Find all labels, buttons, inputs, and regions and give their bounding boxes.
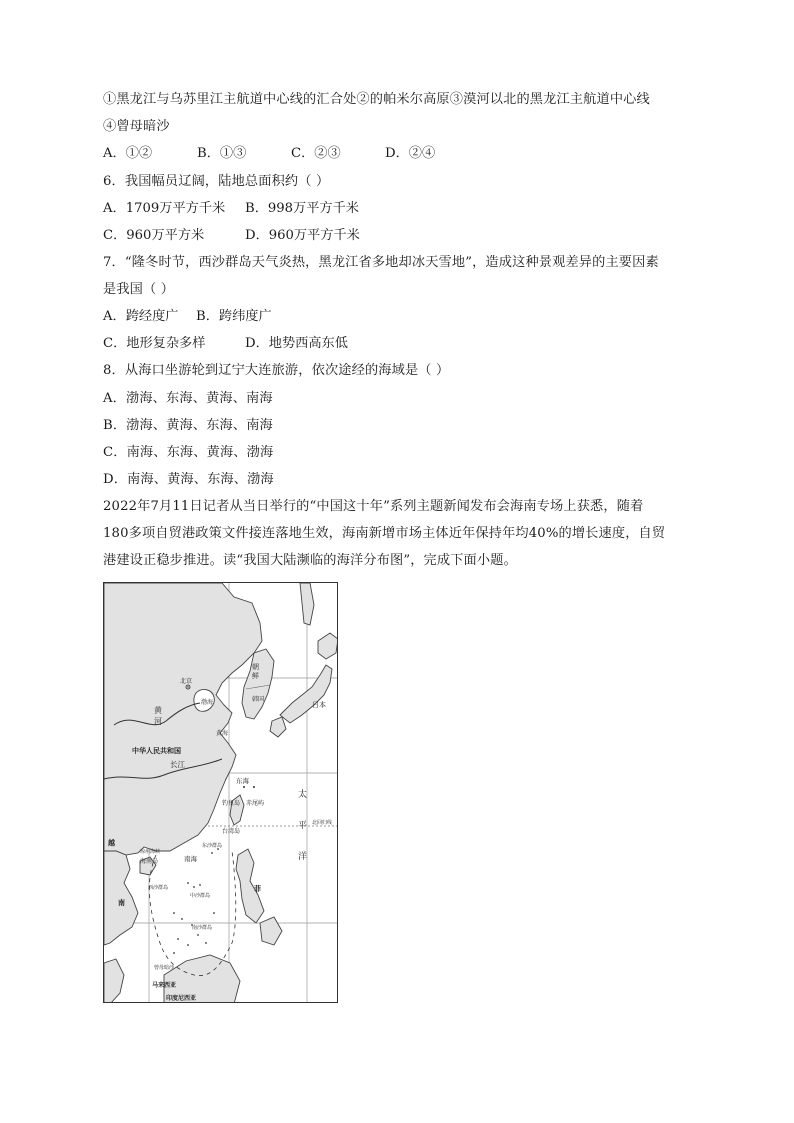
- label-zhongsha: 中沙群岛: [190, 893, 211, 899]
- q6-stem: 6．我国幅员辽阔，陆地总面积约（ ）: [103, 174, 330, 189]
- label-he: 河: [154, 717, 162, 726]
- q7-option-a[interactable]: A．跨经度广: [103, 309, 179, 324]
- q5-stem-line2: ④曾母暗沙: [103, 119, 170, 134]
- label-huang: 黄: [154, 706, 162, 715]
- q7-options-row1: [103, 308, 272, 326]
- label-nansha: 南沙群岛: [192, 925, 213, 931]
- label-philippines: 菲: [254, 884, 261, 893]
- label-tropic: 北回归线: [312, 820, 333, 826]
- q6-option-c[interactable]: C．960万平方米: [103, 228, 205, 243]
- passage-line2: 180多项自贸港政策文件接连落地生效，海南新增市场主体近年保持年均40%的增长速度，自贸: [103, 526, 666, 541]
- q6-option-a[interactable]: A．1709万平方千米: [103, 201, 226, 216]
- label-beijing: 北京: [180, 678, 193, 685]
- q7-options-row2: [103, 335, 348, 353]
- q6-option-d[interactable]: D．960万平方千米: [245, 228, 360, 243]
- q8-option-a[interactable]: A．渤海、东海、黄海、南海: [103, 391, 273, 406]
- label-qiongzhou: 琼州海峡: [140, 849, 161, 855]
- q6-options-row2: [103, 227, 360, 245]
- label-taiwan: 台湾岛: [222, 828, 241, 835]
- q5-option-d[interactable]: D．②④: [385, 146, 436, 161]
- label-south-sea: 南海: [184, 855, 197, 863]
- map-svg: [104, 583, 338, 1003]
- label-dongsha: 东沙群岛: [202, 843, 223, 849]
- label-korea: 韩国: [252, 696, 265, 703]
- q8-option-d[interactable]: D．南海、黄海、东海、渤海: [103, 472, 274, 487]
- beijing-dot: [187, 686, 188, 687]
- label-malaysia: 马来西亚: [152, 982, 177, 989]
- q5-option-a[interactable]: A．①②: [103, 146, 153, 161]
- sea-distribution-map: [103, 582, 338, 1003]
- q7-option-b[interactable]: B．跨纬度广: [196, 309, 272, 324]
- label-east-sea: 东海: [236, 777, 249, 785]
- q7-option-c[interactable]: C．地形复杂多样: [103, 336, 206, 351]
- q5-option-c[interactable]: C．②③: [291, 146, 341, 161]
- label-indonesia: 印度尼西亚: [166, 995, 197, 1002]
- label-chaoxian-2: 鲜: [252, 672, 259, 680]
- q8-option-b[interactable]: B．渤海、黄海、东海、南海: [103, 418, 273, 433]
- label-yang: 洋: [298, 852, 308, 862]
- label-nan: 南: [118, 898, 125, 907]
- label-hainan: 海南岛: [140, 858, 159, 865]
- label-diaoyudao: 钓鱼岛: [222, 800, 241, 807]
- q6-option-b[interactable]: B．998万平方千米: [245, 201, 359, 216]
- label-zengmu: 曾母暗沙: [154, 965, 175, 971]
- q7-stem-line1: 7．“隆冬时节，西沙群岛天气炎热，黑龙江省多地却冰天雪地”，造成这种景观差异的主要因素: [103, 255, 659, 270]
- label-vietnam: 越: [108, 838, 115, 847]
- q8-stem: 8．从海口坐游轮到辽宁大连旅游，依次途经的海域是（ ）: [103, 363, 450, 378]
- label-chaoxian-1: 朝: [252, 663, 259, 671]
- passage-line1: 2022年7月11日记者从当日举行的“中国这十年”系列主题新闻发布会海南专场上获悉，随着: [103, 499, 644, 514]
- label-japan: 日本: [312, 701, 326, 709]
- passage-line3: 港建设正稳步推进。读“我国大陆濒临的海洋分布图”，完成下面小题。: [103, 553, 517, 568]
- label-yellow-sea: 黄海: [216, 730, 229, 737]
- q7-stem-line2: 是我国（ ）: [103, 282, 175, 297]
- label-chiweiyu: 赤尾屿: [246, 800, 265, 807]
- label-prc: 中华人民共和国: [132, 746, 181, 755]
- q5-stem-line1: ①黑龙江与乌苏里江主航道中心线的汇合处②的帕米尔高原③漠河以北的黑龙江主航道中心线: [103, 92, 650, 107]
- q6-options-row1: [103, 200, 359, 218]
- label-tai: 太: [298, 790, 308, 800]
- label-bohai: 渤海: [201, 699, 214, 706]
- q5-options: [103, 145, 435, 163]
- label-changjiang: 长江: [170, 760, 185, 769]
- q7-option-d[interactable]: D．地势西高东低: [245, 336, 348, 351]
- q5-option-b[interactable]: B．①③: [197, 146, 247, 161]
- q8-option-c[interactable]: C．南海、东海、黄海、渤海: [103, 445, 274, 460]
- label-ping: 平: [298, 821, 308, 831]
- label-xisha: 西沙群岛: [148, 885, 169, 891]
